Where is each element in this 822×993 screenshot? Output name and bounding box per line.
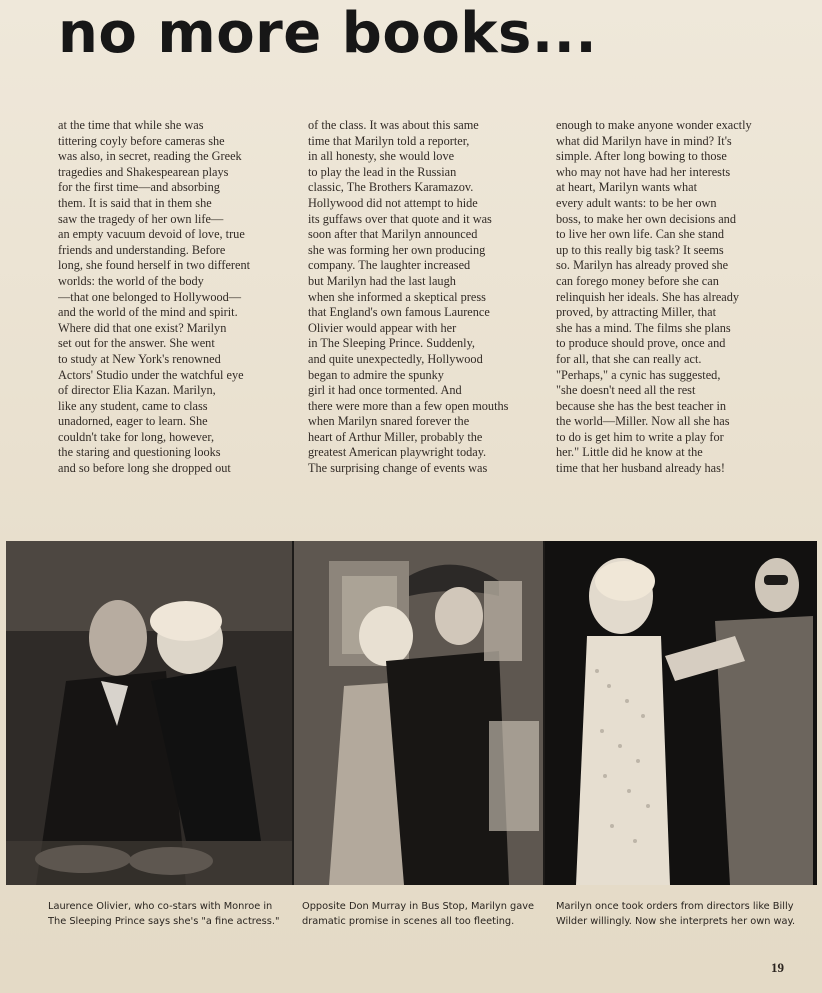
article-line: heart of Arthur Miller, probably the [308,429,483,444]
article-line: worlds: the world of the body [58,273,204,288]
article-line: who may not have had her interests [556,164,731,179]
photo-director-wilder-illustration [545,541,817,885]
article-line: began to admire the spunky [308,367,444,382]
article-line: the staring and questioning looks [58,445,221,460]
article-line: the world—Miller. Now all she has [556,414,730,429]
article-column-3 [556,118,791,477]
article-line: time that her husband already has! [556,461,726,476]
article-line: in The Sleeping Prince. Suddenly, [308,336,476,351]
article-line: friends and understanding. Before [58,242,226,257]
article-column-2 [308,118,543,477]
article-line: its guffaws over that quote and it was [308,211,492,226]
caption-line: The Sleeping Prince says she's "a fine actress." [48,916,280,927]
article-line: Hollywood did not attempt to hide [308,195,478,210]
article-line: like any student, came to class [58,398,208,413]
article-line: at heart, Marilyn wants what [556,180,698,195]
article-line: couldn't take for long, however, [58,429,215,444]
article-line: enough to make anyone wonder exactly [556,118,752,132]
caption-line: dramatic promise in scenes all too fleeting. [302,916,515,927]
article-line: The surprising change of events was [308,461,488,476]
article-column-1 [58,118,293,477]
article-line: Actors' Studio under the watchful eye [58,367,244,382]
article-body [50,118,792,483]
article-line: her." Little did he know at the [556,445,703,460]
article-line: of the class. It was about this same [308,118,479,132]
caption-line: Opposite Don Murray in Bus Stop, Marilyn gave [302,901,535,912]
caption-line: Wilder willingly. Now she interprets her own way. [556,916,796,927]
article-line: relinquish her ideals. She has already [556,289,740,304]
article-line: there were more than a few open mouths [308,398,509,413]
article-line: and the world of the mind and spirit. [58,305,238,320]
caption-line: Laurence Olivier, who co-stars with Monroe in [48,901,273,912]
article-line: long, she found herself in two different [58,258,251,273]
photo-bus-stop [294,541,543,885]
article-line: of director Elia Kazan. Marilyn, [58,383,216,398]
article-line: soon after that Marilyn announced [308,227,478,242]
article-line: classic, The Brothers Karamazov. [308,180,474,195]
article-line: because she has the best teacher in [556,398,727,413]
photo-bus-stop-illustration [294,541,543,885]
article-line: to study at New York's renowned [58,351,221,366]
article-line: time that Marilyn told a reporter, [308,133,470,148]
caption-bus-stop [302,899,537,929]
article-line: but Marilyn had the last laugh [308,273,456,288]
photo-strip [6,541,817,885]
article-line: saw the tragedy of her own life— [58,211,224,226]
article-line: what did Marilyn have in mind? It's [556,133,732,148]
photo-olivier-monroe [6,541,292,885]
photo-director-wilder [545,541,817,885]
article-line: to live her own life. Can she stand [556,227,725,242]
article-line: tragedies and Shakespearean plays [58,164,229,179]
article-line: she has a mind. The films she plans [556,320,731,335]
caption-line: Marilyn once took orders from directors like Billy [556,901,794,912]
article-line: up to this really big task? It seems [556,242,724,257]
article-line: girl it had once tormented. And [308,383,462,398]
article-line: greatest American playwright today. [308,445,487,460]
article-line: "she doesn't need all the rest [556,383,696,398]
article-line: she was forming her own producing [308,242,486,257]
article-line: when Marilyn snared forever the [308,414,470,429]
article-line: to produce should prove, once and [556,336,726,351]
caption-olivier [48,899,288,929]
article-line: and quite unexpectedly, Hollywood [308,351,483,366]
article-line: at the time that while she was [58,118,204,132]
article-line: tittering coyly before cameras she [58,133,225,148]
article-line: so. Marilyn has already proved she [556,258,729,273]
article-line: company. The laughter increased [308,258,471,273]
article-line: every adult wants: to be her own [556,195,717,210]
article-line: that England's own famous Laurence [308,305,490,320]
article-line: was also, in secret, reading the Greek [58,149,242,164]
photo-olivier-monroe-illustration [6,541,292,885]
article-line: for all, that she can really act. [556,351,702,366]
article-line: simple. After long bowing to those [556,149,727,164]
article-line: them. It is said that in them she [58,195,212,210]
article-line: and so before long she dropped out [58,461,231,476]
article-line: set out for the answer. She went [58,336,215,351]
article-line: "Perhaps," a cynic has suggested, [556,367,721,382]
article-line: an empty vacuum devoid of love, true [58,227,245,242]
article-line: for the first time—and absorbing [58,180,220,195]
article-line: to play the lead in the Russian [308,164,457,179]
article-line: can forego money before she can [556,273,719,288]
article-line: in all honesty, she would love [308,149,455,164]
article-line: Where did that one exist? Marilyn [58,320,227,335]
article-line: Olivier would appear with her [308,320,457,335]
page-number: 19 [771,960,784,975]
article-line: boss, to make her own decisions and [556,211,736,226]
article-line: when she informed a skeptical press [308,289,486,304]
article-line: proved, by attracting Miller, that [556,305,717,320]
article-line: —that one belonged to Hollywood— [58,289,242,304]
photo-captions [0,899,822,941]
caption-wilder [556,899,796,929]
article-line: unadorned, eager to learn. She [58,414,208,429]
page-title: no more books... [58,1,598,66]
article-line: to do is get him to write a play for [556,429,724,444]
